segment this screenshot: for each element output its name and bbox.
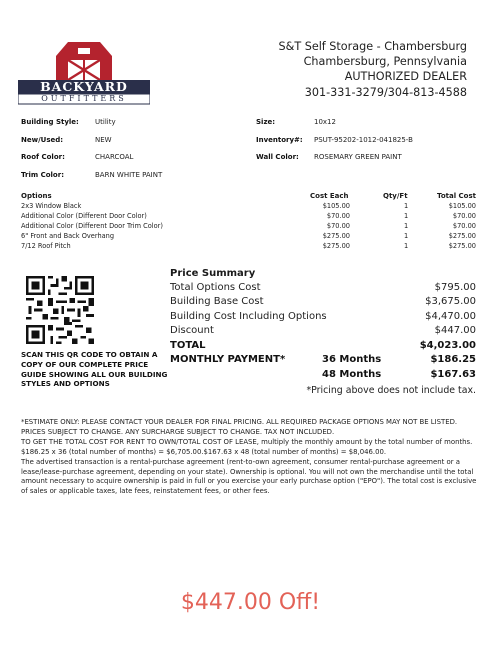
base-cost-value: $3,675.00	[425, 296, 476, 307]
trim-color-value: BARN WHITE PAINT	[95, 171, 163, 179]
pricing-tax-note: *Pricing above does not include tax.	[306, 385, 476, 396]
discount-label: Discount	[170, 325, 214, 336]
option-name: Additional Color (Different Door Trim Color)	[21, 222, 163, 230]
new-used-label: New/Used:	[21, 136, 64, 144]
option-cost-each: $70.00	[326, 212, 350, 220]
trim-color-label: Trim Color:	[21, 171, 64, 179]
term-36-label: 36 Months	[322, 354, 382, 365]
option-qty: 1	[404, 232, 409, 240]
discount-row	[170, 325, 476, 339]
size-value: 10x12	[314, 118, 336, 126]
dealer-info	[279, 39, 468, 100]
qr-code-icon	[25, 276, 95, 344]
option-total: $70.00	[452, 222, 476, 230]
discount-offer: $447.00 Off!	[180, 590, 321, 615]
term-48-label: 48 Months	[322, 369, 382, 380]
monthly-48-row	[170, 369, 476, 383]
option-qty: 1	[404, 222, 409, 230]
term-36-value: $186.25	[430, 354, 476, 365]
option-name: 7/12 Roof Pitch	[21, 242, 71, 250]
backyard-outfitters-logo	[18, 36, 150, 106]
option-total: $105.00	[448, 202, 476, 210]
term-48-value: $167.63	[430, 369, 476, 380]
option-name: 6" Front and Back Overhang	[21, 232, 115, 240]
disclaimer-prices: PRICES SUBJECT TO CHANGE. ANY SURCHARGE SUBJECT TO CHANGE. TAX NOT INCLUDED.	[21, 427, 335, 436]
base-cost-row	[170, 296, 476, 310]
option-row	[21, 202, 476, 211]
total-options-value: $795.00	[434, 282, 476, 293]
total-row	[170, 340, 476, 354]
dealer-phone: 301-331-3279/304-813-4588	[304, 85, 467, 99]
option-total: $275.00	[448, 232, 476, 240]
option-cost-each: $275.00	[322, 242, 350, 250]
option-total: $70.00	[452, 212, 476, 220]
monthly-36-row	[170, 354, 476, 368]
disclaimer-rental-purchase: The advertised transaction is a rental-purchase agreement (rent-to-own agreement, consumer rental-purchase agreement or a lease/lease-purchase agreement, depending on your state). Ownership is optional. You will not own the merchandise until the total amount necessary to acquire ownership is paid in full or you exercise your early purchase option ("EPO"). The total cost is exclusive of sales or applicable taxes, late fees, reinstatement fees, or other fees.	[21, 457, 477, 496]
option-name: Additional Color (Different Door Color)	[21, 212, 147, 220]
logo-line-2: OUTFITTERS	[41, 94, 127, 103]
options-header: Options	[21, 192, 52, 200]
total-cost-header: Total Cost	[436, 192, 476, 200]
option-cost-each: $275.00	[322, 232, 350, 240]
building-style-value: Utility	[95, 118, 116, 126]
size-label: Size:	[256, 118, 276, 126]
new-used-value: NEW	[95, 136, 112, 144]
discount-value: $447.00	[434, 325, 476, 336]
option-qty: 1	[404, 242, 409, 250]
incl-options-label: Building Cost Including Options	[170, 311, 327, 322]
qr-caption: SCAN THIS QR CODE TO OBTAIN A COPY OF OUR COMPLETE PRICE GUIDE SHOWING ALL OUR BUILDING STYLES AND OPTIONS	[21, 350, 168, 389]
option-row	[21, 222, 476, 231]
building-style-label: Building Style:	[21, 118, 79, 126]
monthly-payment-label: MONTHLY PAYMENT*	[170, 354, 286, 365]
option-name: 2x3 Window Black	[21, 202, 82, 210]
qty-header: Qty/Ft	[383, 192, 408, 200]
option-qty: 1	[404, 212, 409, 220]
option-cost-each: $105.00	[322, 202, 350, 210]
dealer-status: AUTHORIZED DEALER	[344, 70, 467, 84]
option-row	[21, 242, 476, 251]
incl-options-row	[170, 311, 476, 325]
qr-code[interactable]	[25, 276, 95, 344]
dealer-city: Chambersburg, Pennsylvania	[303, 55, 467, 69]
roof-color-label: Roof Color:	[21, 153, 65, 161]
wall-color-value: ROSEMARY GREEN PAINT	[314, 153, 402, 161]
logo-line-1: BACKYARD	[40, 79, 128, 94]
disclaimer-calculation: $186.25 x 36 (total number of months) = $6,705.00.$167.63 x 48 (total number of months) = $8,046.00.	[21, 447, 387, 456]
price-summary-title: Price Summary	[170, 268, 256, 279]
base-cost-label: Building Base Cost	[170, 296, 264, 307]
roof-color-value: CHARCOAL	[95, 153, 134, 161]
option-row	[21, 212, 476, 221]
inventory-value: PSUT-95202-1012-041825-B	[314, 136, 413, 144]
disclaimer-total-cost: TO GET THE TOTAL COST FOR RENT TO OWN/TOTAL COST OF LEASE, multiply the monthly amount by the total number of months.	[21, 437, 473, 446]
incl-options-value: $4,470.00	[425, 311, 476, 322]
option-row	[21, 232, 476, 241]
disclaimer-estimate: *ESTIMATE ONLY: PLEASE CONTACT YOUR DEALER FOR FINAL PRICING. ALL REQUIRED PACKAGE OPTIONS MAY NOT BE LISTED.	[21, 418, 458, 426]
inventory-label: Inventory#:	[256, 136, 303, 144]
total-options-row	[170, 282, 476, 296]
option-total: $275.00	[448, 242, 476, 250]
dealer-name: S&T Self Storage - Chambersburg	[278, 40, 467, 53]
total-value: $4,023.00	[419, 340, 476, 351]
option-cost-each: $70.00	[326, 222, 350, 230]
option-qty: 1	[404, 202, 409, 210]
wall-color-label: Wall Color:	[256, 153, 299, 161]
total-label: TOTAL	[170, 340, 206, 351]
disclaimer	[21, 418, 481, 497]
total-options-label: Total Options Cost	[170, 282, 261, 293]
cost-each-header: Cost Each	[310, 192, 349, 200]
